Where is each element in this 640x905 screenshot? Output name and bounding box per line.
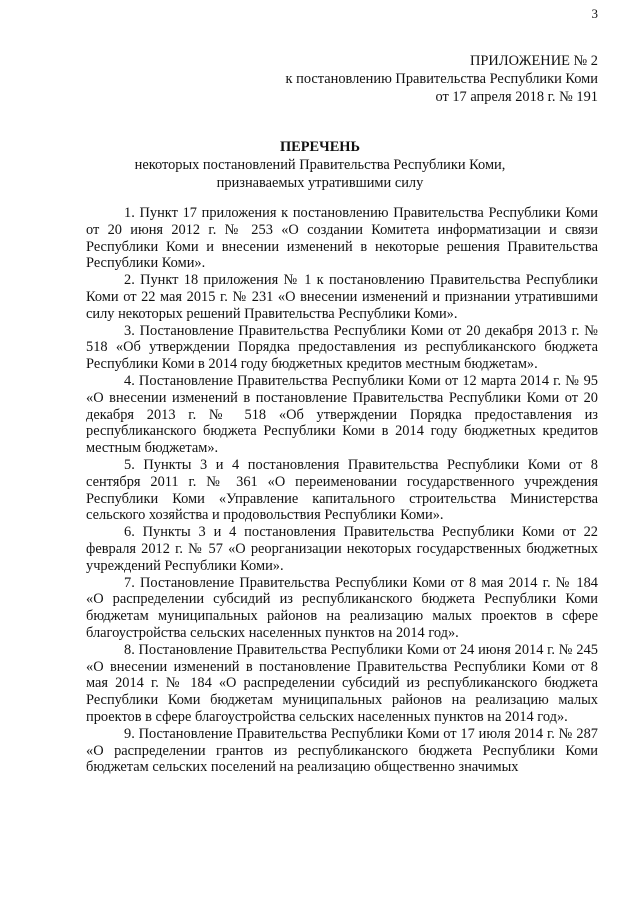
list-item-5: 5. Пункты 3 и 4 постановления Правительства Республики Коми от 8 сентября 2011 г. № 361 «О переименовании государственного учреждения Республики Коми «Управление капитального строительства Министерства сельского хозяйства и продовольствия Республики Коми». — [86, 456, 598, 524]
title-subtitle-line1: некоторых постановлений Правительства Республики Коми, — [134, 157, 506, 173]
title-heading: ПЕРЕЧЕНЬ — [279, 139, 361, 155]
list-item-7: 7. Постановление Правительства Республики Коми от 8 мая 2014 г. № 184 «О распределении субсидий из республиканского бюджета Республики Коми бюджетам муниципальных районов на реализацию малых проектов в сфере благоустройства сельских населенных пунктов на 2014 год». — [86, 574, 598, 641]
list-item-3: 3. Постановление Правительства Республики Коми от 20 декабря 2013 г. № 518 «Об утверждении Порядка предоставления из республиканского бюджета Республики Коми в 2014 году бюджетных кредитов местным бюджетам». — [86, 322, 598, 373]
document-title — [40, 138, 600, 192]
list-item-6: 6. Пункты 3 и 4 постановления Правительства Республики Коми от 22 февраля 2012 г. № 57 «О реорганизации некоторых государственных бюджетных учреждений Республики Коми». — [86, 524, 598, 574]
list-item-2: 2. Пункт 18 приложения № 1 к постановлению Правительства Республики Коми от 22 мая 2015 г. № 231 «О внесении изменений и признании утратившими силу некоторых решений Правительства Республики Коми». — [86, 272, 598, 322]
appendix-header — [286, 52, 598, 106]
list-item-1: 1. Пункт 17 приложения к постановлению Правительства Республики Коми от 20 июня 2012 г. № 253 «О создании Комитета информатизации и связи Республики Коми и внесении изменений в некоторые решения Правительства Республики Коми». — [86, 205, 598, 272]
list-item-9: 9. Постановление Правительства Республики Коми от 17 июля 2014 г. № 287 «О распределении грантов из республиканского бюджета Республики Коми бюджетам сельских поселений на реализацию общественно значимых — [86, 725, 598, 776]
list-item-8: 8. Постановление Правительства Республики Коми от 24 июня 2014 г. № 245 «О внесении изменений в постановление Правительства Республики Коми от 8 мая 2014 г. № 184 «О распределении субсидий из республиканского бюджета Республики Коми бюджетам муниципальных районов на реализацию малых проектов в сфере благоустройства сельских населенных пунктов на 2014 год». — [86, 641, 598, 725]
appendix-number: ПРИЛОЖЕНИЕ № 2 — [470, 53, 598, 69]
list-item-4: 4. Постановление Правительства Республики Коми от 12 марта 2014 г. № 95 «О внесении изменений в постановление Правительства Республики Коми от 20 декабря 2013 г. № 518 «Об утверждении Порядка предоставления из республиканского бюджета Республики Коми в 2014 году бюджетных кредитов местным бюджетам». — [86, 372, 598, 457]
title-subtitle-line2: признаваемых утратившими силу — [216, 175, 424, 191]
appendix-date: от 17 апреля 2018 г. № 191 — [435, 89, 598, 105]
page-number: 3 — [591, 6, 598, 21]
appendix-reference: к постановлению Правительства Республики Коми — [285, 71, 598, 87]
decree-list — [86, 205, 598, 776]
